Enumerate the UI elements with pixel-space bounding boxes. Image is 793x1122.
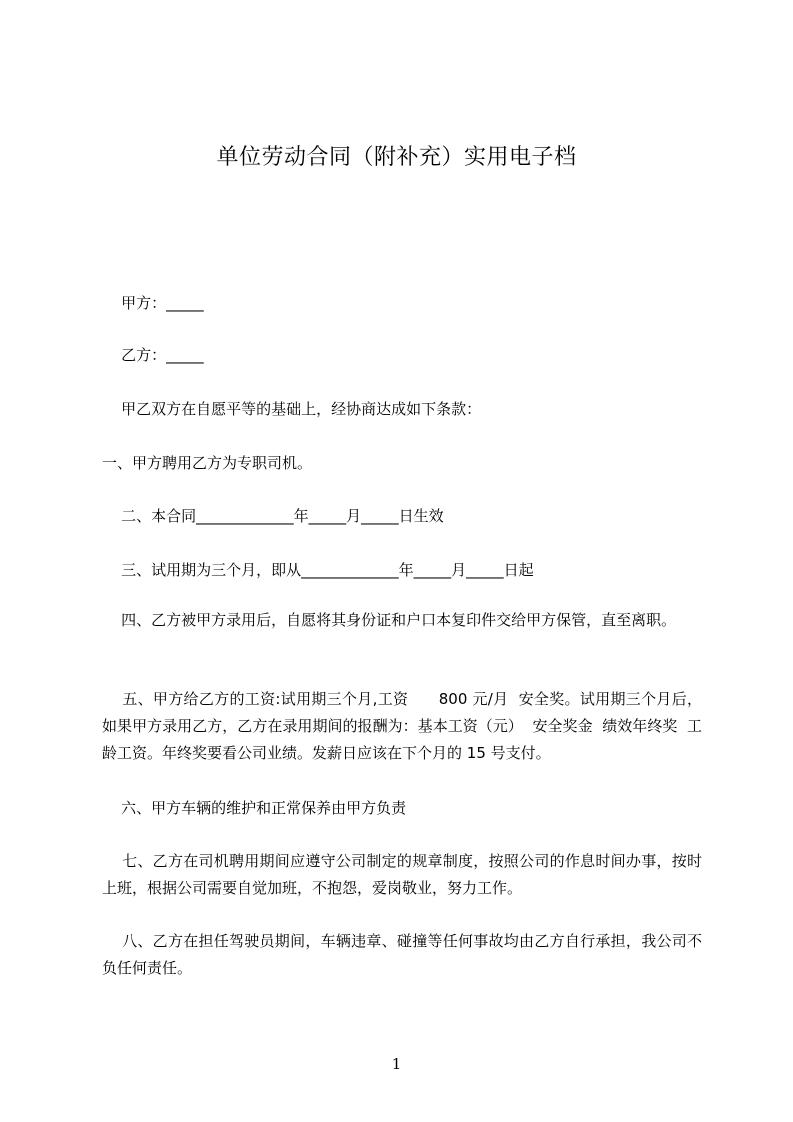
party-b-line: 乙方：_____ <box>102 346 204 364</box>
clause-6: 六、甲方车辆的维护和正常保养由甲方负责 <box>102 799 407 817</box>
clause-1: 一、甲方聘用乙方为专职司机。 <box>102 454 313 472</box>
clause-4: 四、乙方被甲方录用后，自愿将其身份证和户口本复印件交给甲方保管，直至离职。 <box>102 611 677 629</box>
clause-3: 三、试用期为三个月，即从_____________年_____月_____日起 <box>102 561 534 579</box>
clause-2: 二、本合同_____________年_____月_____日生效 <box>102 507 444 525</box>
clause-8: 八、乙方在担任驾驶员期间，车辆违章、碰撞等任何事故均由乙方自行承担，我公司不负任何责任。 <box>102 932 702 977</box>
preamble-paragraph: 甲乙双方在自愿平等的基础上，经协商达成如下条款： <box>102 400 482 418</box>
page-number: 1 <box>391 1055 402 1073</box>
document-title: 单位劳动合同（附补充）实用电子档 <box>216 145 577 170</box>
clause-7: 七、乙方在司机聘用期间应遵守公司制定的规章制度，按照公司的作息时间办事，按时上班，根据公司需要自觉加班，不抱怨，爱岗敬业，努力工作。 <box>102 852 702 897</box>
clause-5: 五、甲方给乙方的工资:试用期三个月,工资 800 元/月 安全奖。试用期三个月后，如果甲方录用乙方，乙方在录用期间的报酬为：基本工资（元） 安全奖金 绩效年终奖 工龄工资。年终奖要看公司业绩。发薪日应该在下个月的 15 号支付。 <box>102 690 703 762</box>
party-a-line: 甲方：_____ <box>102 294 204 312</box>
